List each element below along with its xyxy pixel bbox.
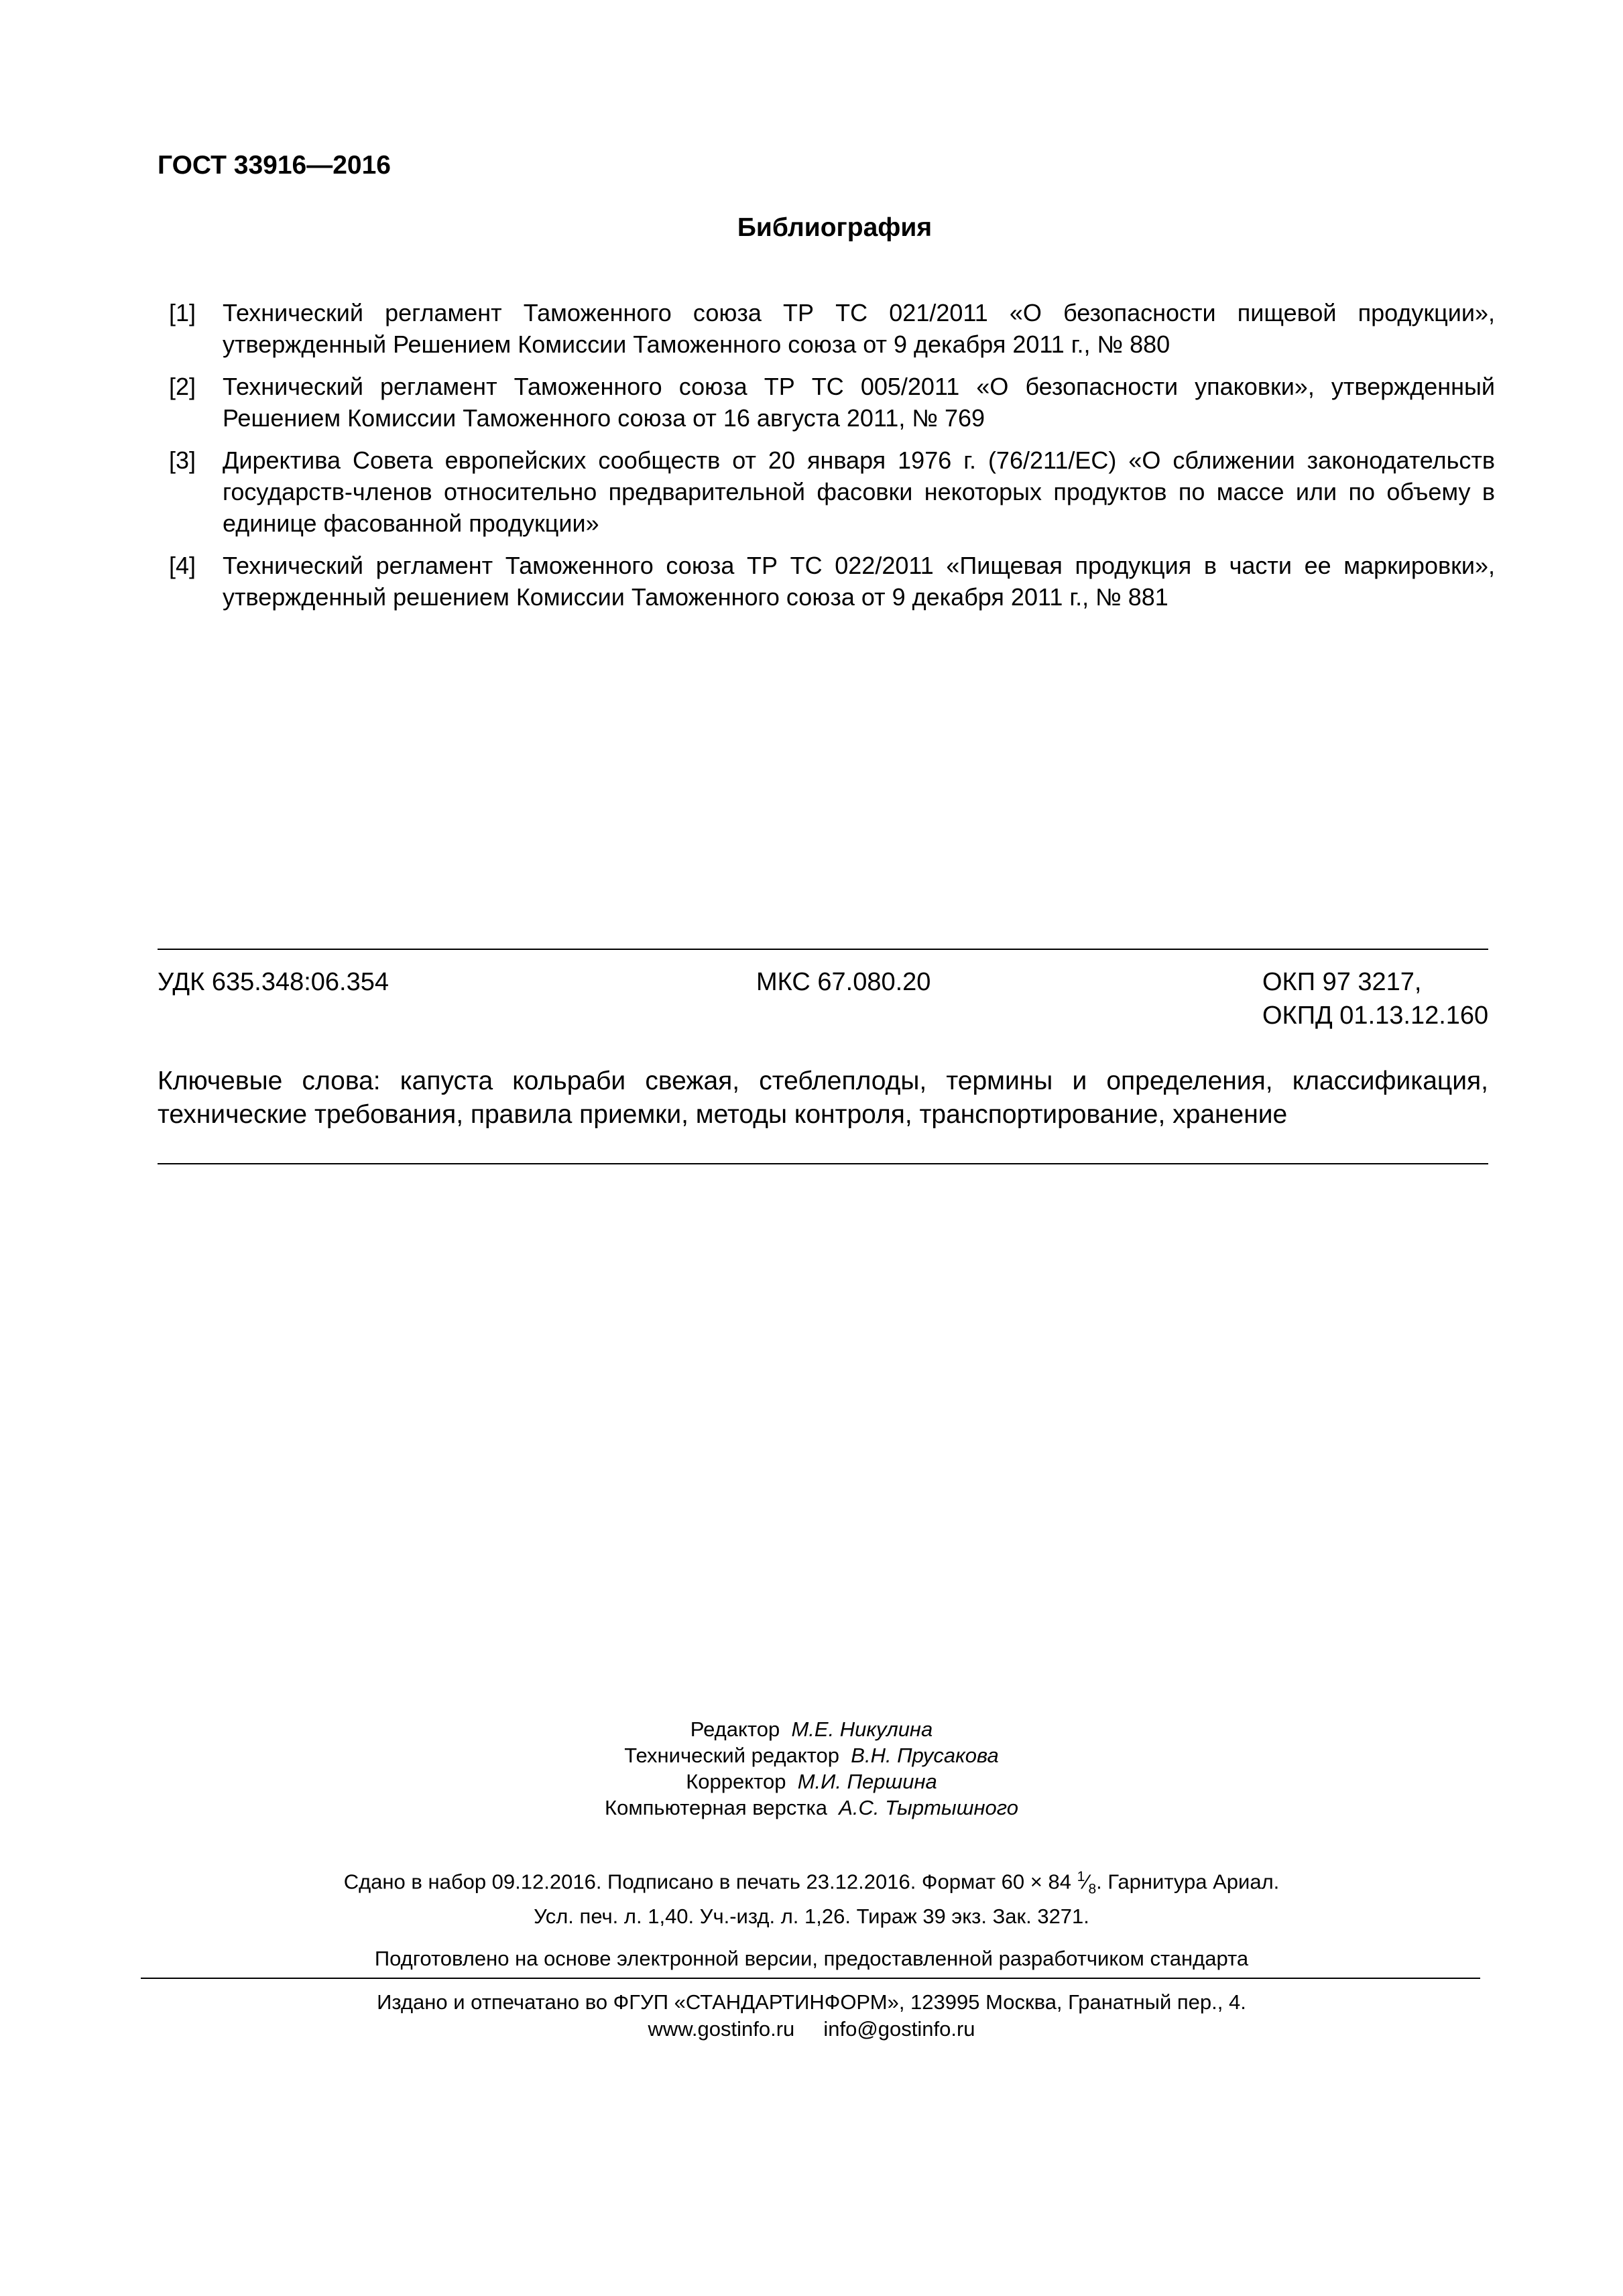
udk-code: УДК 635.348:06.354 bbox=[158, 968, 389, 996]
corrector-line bbox=[0, 1768, 1623, 1795]
bibliography-item bbox=[169, 297, 1495, 360]
editor-line bbox=[0, 1716, 1623, 1742]
reference-number: [1] bbox=[169, 299, 196, 326]
reference-text: Технический регламент Таможенного союза ТР ТС 005/2011 «О безопасности упаковки», утвержденный Решением Комиссии Таможенного союза от 16 августа 2011, № 769 bbox=[223, 373, 1495, 432]
document-code: ГОСТ 33916—2016 bbox=[158, 151, 391, 180]
imprint-block bbox=[0, 1716, 1623, 1821]
bibliography-item bbox=[169, 444, 1495, 539]
section-title: Библиография bbox=[737, 213, 933, 242]
divider-publisher bbox=[141, 1978, 1480, 1979]
corrector-label: Корректор bbox=[686, 1770, 786, 1793]
publisher-line: Издано и отпечатано во ФГУП «СТАНДАРТИНФОРМ», 123995 Москва, Гранатный пер., 4. bbox=[377, 1990, 1246, 2014]
mks-code: МКС 67.080.20 bbox=[756, 968, 931, 996]
divider-top bbox=[158, 949, 1488, 950]
corrector-name: М.И. Першина bbox=[797, 1770, 937, 1793]
okp-codes bbox=[1262, 965, 1488, 1032]
layout-name: А.С. Тыртышного bbox=[839, 1796, 1018, 1819]
okp-code: ОКП 97 3217, bbox=[1262, 968, 1422, 996]
reference-text: Технический регламент Таможенного союза ТР ТС 021/2011 «О безопасности пищевой продукции», утвержденный Решением Комиссии Таможенного союза от 9 декабря 2011 г., № 880 bbox=[223, 299, 1495, 358]
editor-name: М.Е. Никулина bbox=[791, 1717, 933, 1741]
contacts-line bbox=[0, 2016, 1623, 2043]
reference-number: [4] bbox=[169, 552, 196, 579]
reference-text: Технический регламент Таможенного союза ТР ТС 022/2011 «Пищевая продукция в части ее маркировки», утвержденный решением Комиссии Таможенного союза от 9 декабря 2011 г., № 881 bbox=[223, 552, 1495, 611]
layout-label: Компьютерная верстка bbox=[605, 1796, 828, 1819]
editor-label: Редактор bbox=[690, 1717, 780, 1741]
prepared-note: Подготовлено на основе электронной версии, предоставленной разработчиком стандарта bbox=[374, 1947, 1249, 1970]
tech-editor-name: В.Н. Прусакова bbox=[851, 1744, 999, 1767]
email-link[interactable]: info@gostinfo.ru bbox=[823, 2017, 975, 2041]
bibliography-list bbox=[169, 297, 1495, 623]
typeface-info: . Гарнитура Ариал. bbox=[1096, 1870, 1280, 1894]
reference-number: [2] bbox=[169, 373, 196, 400]
okpd-code: ОКПД 01.13.12.160 bbox=[1262, 1002, 1489, 1030]
divider-bottom bbox=[158, 1163, 1488, 1164]
website-link[interactable]: www.gostinfo.ru bbox=[648, 2017, 795, 2041]
reference-text: Директива Совета европейских сообществ от 20 января 1976 г. (76/211/ЕС) «О сближении законодательств государств-членов относительно предварительной фасовки некоторых продуктов по массе или по объему в единице фасованной продукции» bbox=[223, 446, 1495, 537]
format-fraction-denominator: 8 bbox=[1088, 1881, 1097, 1897]
bibliography-item bbox=[169, 371, 1495, 434]
tech-editor-label: Технический редактор bbox=[624, 1744, 840, 1767]
keywords: Ключевые слова: капуста кольраби свежая, стеблеплоды, термины и определения, классификация, технические требования, правила приемки, методы контроля, транспортирование, хранение bbox=[158, 1067, 1488, 1129]
bibliography-item bbox=[169, 550, 1495, 613]
print-volume-line: Усл. печ. л. 1,40. Уч.-изд. л. 1,26. Тираж 39 экз. Зак. 3271. bbox=[534, 1904, 1089, 1928]
print-details-line: Сдано в набор 09.12.2016. Подписано в печать 23.12.2016. Формат 60 × 84 $^1⁄_8$. Гарнитура Ариал. bbox=[343, 1869, 1280, 1897]
tech-editor-line bbox=[0, 1742, 1623, 1768]
layout-line bbox=[0, 1795, 1623, 1821]
publication-info bbox=[0, 1864, 1623, 1930]
publisher-block bbox=[0, 1989, 1623, 2043]
reference-number: [3] bbox=[169, 446, 196, 474]
format-fraction-numerator: 1 bbox=[1077, 1869, 1085, 1884]
print-details: Сдано в набор 09.12.2016. Подписано в печать 23.12.2016. Формат 60 × 84 bbox=[343, 1870, 1071, 1894]
